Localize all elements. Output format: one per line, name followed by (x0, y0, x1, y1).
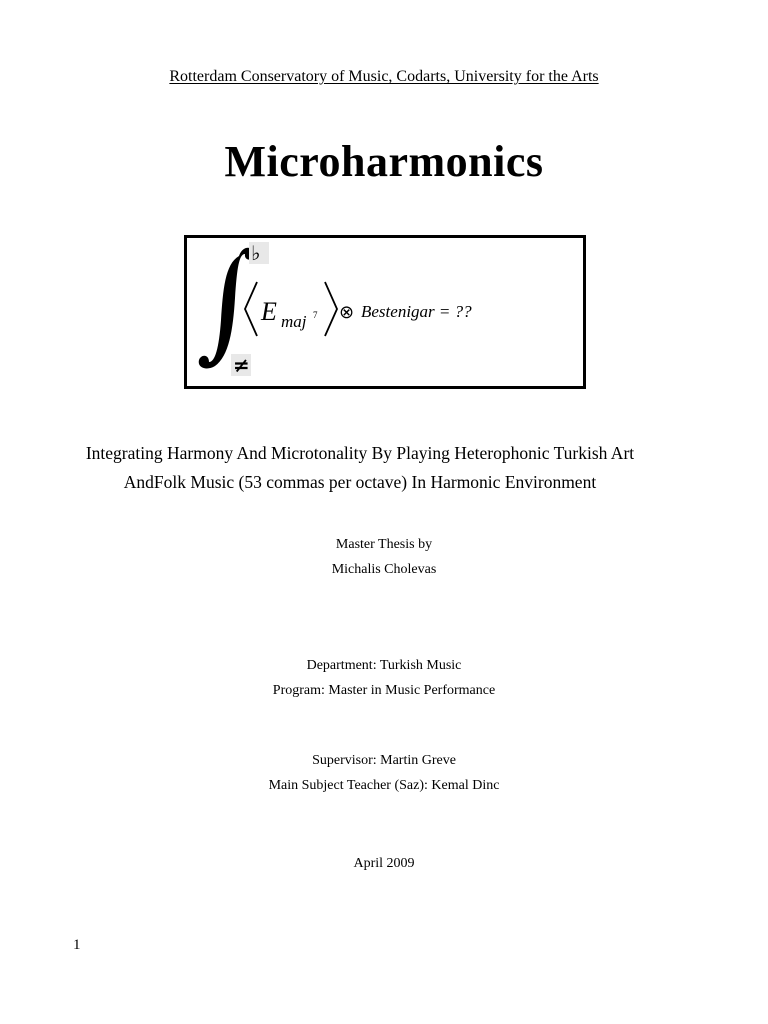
upper-limit-symbol: ♭ (251, 241, 261, 265)
document-title: Microharmonics (224, 137, 544, 186)
author-name: Michalis Cholevas (331, 562, 437, 577)
formula-graphic (187, 238, 583, 386)
formula-right-side: Bestenigar = ?? (361, 302, 472, 321)
thesis-by-label: Master Thesis by (335, 537, 433, 552)
operand-main: E (261, 297, 277, 326)
formula-figure (184, 235, 586, 389)
tensor-operator: ⊗ (339, 302, 355, 323)
subtitle-line-2: AndFolk Music (53 commas per octave) In Harmonic Environment (123, 472, 597, 492)
operand-subscript: maj (281, 312, 307, 331)
subtitle-line-1: Integrating Harmony And Microtonality By Playing Heterophonic Turkish Art (85, 443, 635, 463)
operand-superscript: 7 (313, 310, 318, 320)
program-line: Program: Master in Music Performance (272, 683, 496, 698)
teacher-line: Main Subject Teacher (Saz): Kemal Dinc (268, 778, 500, 793)
lower-limit-symbol: ≠ (233, 353, 250, 377)
left-angle-bracket-icon (245, 282, 257, 336)
page-number: 1 (73, 937, 81, 953)
supervisor-line: Supervisor: Martin Greve (312, 753, 456, 768)
thesis-date: April 2009 (353, 856, 415, 871)
right-angle-bracket-icon (325, 282, 337, 336)
department-line: Department: Turkish Music (306, 658, 462, 673)
institution-heading: Rotterdam Conservatory of Music, Codarts, University for the Arts (169, 68, 599, 85)
